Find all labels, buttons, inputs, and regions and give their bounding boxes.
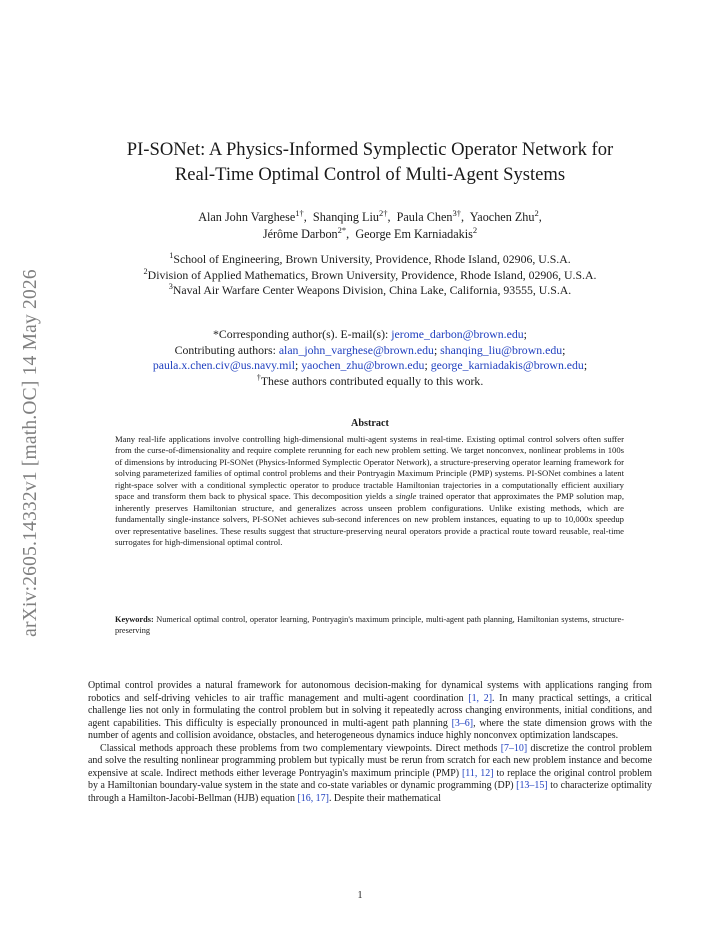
keywords-label: Keywords: <box>115 615 154 624</box>
contact-block: *Corresponding author(s). E-mail(s): jerome_darbon@brown.edu; Contributing authors: alan_john_varghese@brown.edu; shanqing_liu@brown.edu; paula.x.chen.civ@us.navy.mil; yaochen_zhu@brown.edu; george_karniadakis@brown.edu; †These authors contributed equally to this work. <box>152 327 588 388</box>
author-marks: 3† <box>452 207 461 218</box>
text-run: . Despite their mathematical <box>328 792 441 804</box>
author-marks: 2* <box>337 224 347 235</box>
author-name: Shanqing Liu <box>312 210 379 224</box>
affiliation-text: Division of Applied Mathematics, Brown University, Providence, Rhode Island, 02906, U.S.A. <box>147 267 597 282</box>
affiliation <box>90 252 650 268</box>
citation-link[interactable]: [16, 17] <box>297 792 329 804</box>
page-number: 1 <box>357 890 363 901</box>
corresponding-email-link[interactable]: jerome_darbon@brown.edu <box>391 327 524 341</box>
affiliation-text: Naval Air Warfare Center Weapons Division, China Lake, California, 93555, U.S.A. <box>172 283 572 297</box>
affiliation-mark: 1 <box>169 251 174 261</box>
affiliation <box>90 283 650 299</box>
text-run: to characterize optimality through a Hamilton-Jacobi-Bellman (HJB) equation <box>88 780 653 804</box>
keywords <box>115 614 624 636</box>
arxiv-sidebar <box>18 243 44 663</box>
affiliation <box>90 268 650 284</box>
introduction-text <box>88 680 652 805</box>
author-name: Alan John Varghese <box>198 210 296 224</box>
title-line-2: Real-Time Optimal Control of Multi-Agent Systems <box>174 164 566 185</box>
paragraph <box>88 680 652 743</box>
author-marks: 2† <box>378 207 388 218</box>
equal-contribution-mark: † <box>256 372 261 382</box>
citation-link[interactable]: [11, 12] <box>461 767 494 779</box>
author-name: Paula Chen <box>396 210 453 224</box>
text-run: to replace the original control problem by a Hamiltonian boundary-value system in the state and co-state variables or dynamic programming (DP) <box>88 767 652 791</box>
citation-link[interactable]: [1, 2] <box>468 692 493 704</box>
email-link[interactable]: shanqing_liu@brown.edu <box>440 342 563 357</box>
keywords-text: Numerical optimal control, operator learning, Pontryagin's maximum principle, multi-agent path planning, Hamiltonian systems, structure-preserving <box>115 615 624 635</box>
email-link[interactable]: paula.x.chen.civ@us.navy.mil <box>152 358 295 372</box>
abstract-emphasis: single <box>395 491 417 502</box>
author-marks: 2 <box>472 224 478 235</box>
contributing-label: Contributing authors: <box>174 342 276 357</box>
corresponding-label: *Corresponding author(s). E-mail(s): <box>213 327 389 341</box>
affiliation-mark: 3 <box>168 282 173 292</box>
affiliation-list <box>90 252 650 299</box>
author-name: George Em Karniadakis <box>355 226 473 241</box>
equal-contribution-note: These authors contributed equally to this work. <box>260 373 484 388</box>
arxiv-identifier: arXiv:2605.14332v1 [math.OC] 14 May 2026 <box>20 269 41 637</box>
affiliation-text: School of Engineering, Brown University, Providence, Rhode Island, 02906, U.S.A. <box>173 252 571 266</box>
paragraph <box>88 743 652 806</box>
email-link[interactable]: alan_john_varghese@brown.edu <box>278 342 434 357</box>
text-run: Classical methods approach these problems from two complementary viewpoints. Direct methods <box>100 742 498 754</box>
author-list: Alan John Varghese$^{1\dagger}$, Shanqing Liu$^{2\dagger}$, Paula Chen$^{3\dagger}$, Yaochen Zhu$^2$, Jérôme Darbon$^{2*}$, George Em Karniadakis$^2$ <box>198 207 542 241</box>
abstract-part-2: trained operator that approximates the PMP solution map, inherently preserves Hamiltonian structure, and generalizes across unseen problem configurations. Unlike existing methods, which are fundamentally single-instance solvers, PI-SONet achieves sub-second inferences on new problem instances, equating to up to 10,000x speedup over representative baselines. These results suggest that structure-preserving neural operators provide a practical route toward reusable, real-time surrogates for high-dimensional optimal control. <box>115 491 625 548</box>
affiliation-mark: 2 <box>143 266 148 276</box>
citation-link[interactable]: [13–15] <box>516 780 548 791</box>
paper-title <box>90 137 650 187</box>
text-run: . In many practical settings, a critical challenge lies not only in formulating the control problem but in solving it repeatedly across changing environments, initial conditions, and agent capabilities. This difficulty is especially pronounced in multi-agent path planning <box>88 692 653 729</box>
author-marks: 1† <box>295 207 304 218</box>
citation-link[interactable]: [3–6] <box>451 717 474 729</box>
author-name: Jérôme Darbon <box>262 226 338 241</box>
abstract-heading: Abstract <box>351 418 389 429</box>
title-line-1: PI-SONet: A Physics-Informed Symplectic Operator Network for <box>126 139 614 160</box>
author-marks: 2 <box>534 207 539 218</box>
text-run: , where the state dimension grows with the number of agents and collision avoidance, obstacles, and heterogeneous dynamics induce highly nonconvex optimization landscapes. <box>88 717 652 741</box>
email-link[interactable]: yaochen_zhu@brown.edu <box>301 358 425 372</box>
author-name: Yaochen Zhu <box>469 210 535 224</box>
abstract-part-1: Many real-life applications involve controlling high-dimensional multi-agent systems in real-time. Existing optimal control solvers often suffer from the curse-of-dimensionality and require complete rerunning for each new problem setting. We target nonconvex, nonlinear problems in 100s of dimensions by introducing PI-SONet (Physics-Informed Symplectic Operator Network), a structure-preserving operator learning framework for solving parameterized families of optimal control problems and their Pontryagin Maximum Principle (PMP) systems. PI-SONet combines a latent right-space solver with a conditional symplectic operator to produce tractable Hamiltonian trajectories in a computationally efficient auxiliary space and transform them back to physical space. This decomposition yields a <box>115 434 624 502</box>
citation-link[interactable]: [7–10] <box>500 742 528 754</box>
email-link[interactable]: george_karniadakis@brown.edu <box>430 358 584 372</box>
text-run: discretize the control problem and solve the resulting nonlinear programming problem but typically must be rerun from scratch for each new problem instance and become expensive at scale. Indirect methods either leverage Pontryagin's maximum principle (PMP) <box>88 742 653 779</box>
abstract-text <box>115 434 624 549</box>
text-run: Optimal control provides a natural framework for autonomous decision-making for dynamical systems with applications ranging from robotics and self-driving vehicles to air traffic management and multi-agent coordination <box>88 680 652 704</box>
